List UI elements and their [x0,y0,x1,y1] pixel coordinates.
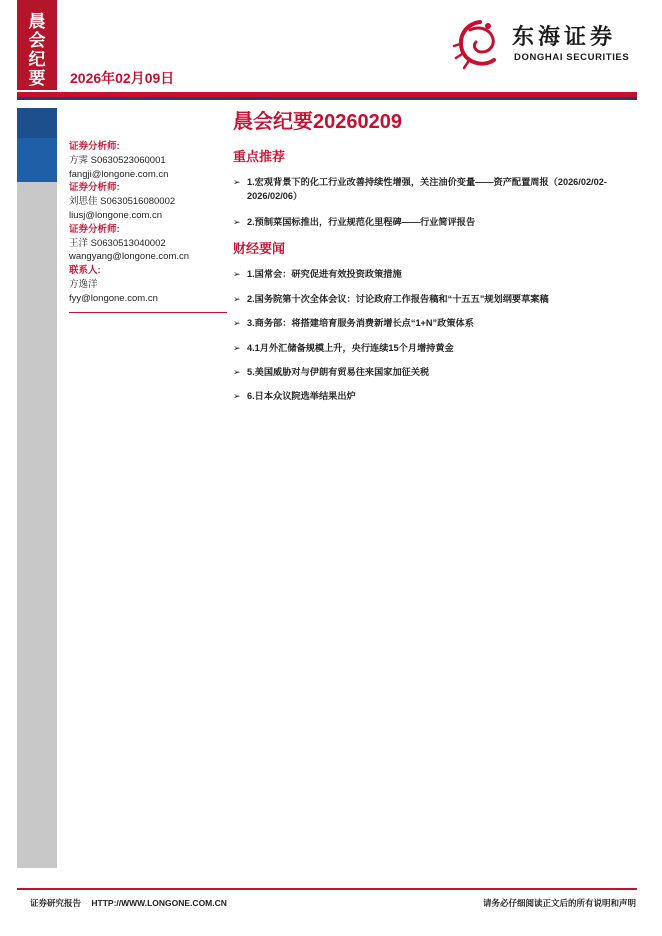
list-item[interactable]: ➢ 1.国常会：研究促进有效投资政策措施 [233,269,402,279]
list-item[interactable]: ➢ 4.1月外汇储备规模上升，央行连续15个月增持黄金 [233,343,454,353]
analyst-email: wangyang@longone.com.cn [69,251,190,263]
analyst-name: 方霁 S0630523060001 [69,154,166,166]
footer-label: 证券研究报告 [30,898,82,908]
report-title: 晨会纪要20260209 [233,111,402,133]
dragon-emblem-icon [452,16,508,72]
company-logo [452,16,642,76]
sidebar-block-gray [17,182,57,868]
list-item[interactable]: ➢ 6.日本众议院选举结果出炉 [233,391,356,401]
analyst-role: 证券分析师: [69,182,120,194]
sidebar-block-navy [17,108,57,138]
footer-divider [17,888,637,890]
arrow-bullet-icon: ➢ [233,217,241,227]
analyst-role: 证券分析师: [69,141,120,152]
arrow-bullet-icon: ➢ [233,269,241,279]
footer-left [30,897,227,909]
section-title-key-recommendations: 重点推荐 [233,149,286,164]
logo-text-en: DONGHAI SECURITIES [514,52,630,63]
analyst-name: 王洋 S0630513040002 [69,237,166,249]
arrow-bullet-icon: ➢ [233,318,241,328]
arrow-bullet-icon: ➢ [233,177,241,187]
contact-name: 方逸洋 [69,278,98,290]
analyst-email: fangji@longone.com.cn [69,168,169,180]
arrow-bullet-icon: ➢ [233,294,241,304]
arrow-bullet-icon: ➢ [233,343,241,353]
analyst-name: 刘思佳 S0630516080002 [69,196,176,208]
analyst-list [69,140,229,306]
side-tab-label: 晨 会 纪 要 [17,0,57,90]
logo-text-cn: 东海证券 [512,25,617,50]
list-item[interactable]: ➢ 2.国务院第十次全体会议：讨论政府工作报告稿和“十五五”规划纲要草案稿 [233,294,549,304]
arrow-bullet-icon: ➢ [233,391,241,401]
analyst-divider [69,312,227,313]
header-band-navy [17,97,637,100]
report-date: 2026年02月09日 [70,70,175,86]
footer-url-link[interactable]: HTTP://WWW.LONGONE.COM.CN [91,898,227,908]
contact-role: 联系人: [69,265,101,277]
list-item[interactable]: ➢ 2.预制菜国标推出，行业规范化里程碑——行业简评报告 [233,217,476,227]
analyst-email: liusj@longone.com.cn [69,209,163,221]
section-title-finance-news: 财经要闻 [233,241,286,256]
list-item[interactable]: ➢ 1.宏观背景下的化工行业改善持续性增强，关注油价变量——资产配置周报（2026/02/02-2026/02/06） [233,177,607,201]
footer-disclaimer: 请务必仔细阅读正文后的所有说明和声明 [482,898,636,908]
list-item[interactable]: ➢ 5.美国威胁对与伊朗有贸易往来国家加征关税 [233,367,430,377]
sidebar-block-blue [17,138,57,182]
list-item[interactable]: ➢ 3.商务部：将搭建培育服务消费新增长点“1+N”政策体系 [233,318,474,328]
arrow-bullet-icon: ➢ [233,367,241,377]
contact-email: fyy@longone.com.cn [69,292,158,304]
analyst-role: 证券分析师: [69,223,120,235]
